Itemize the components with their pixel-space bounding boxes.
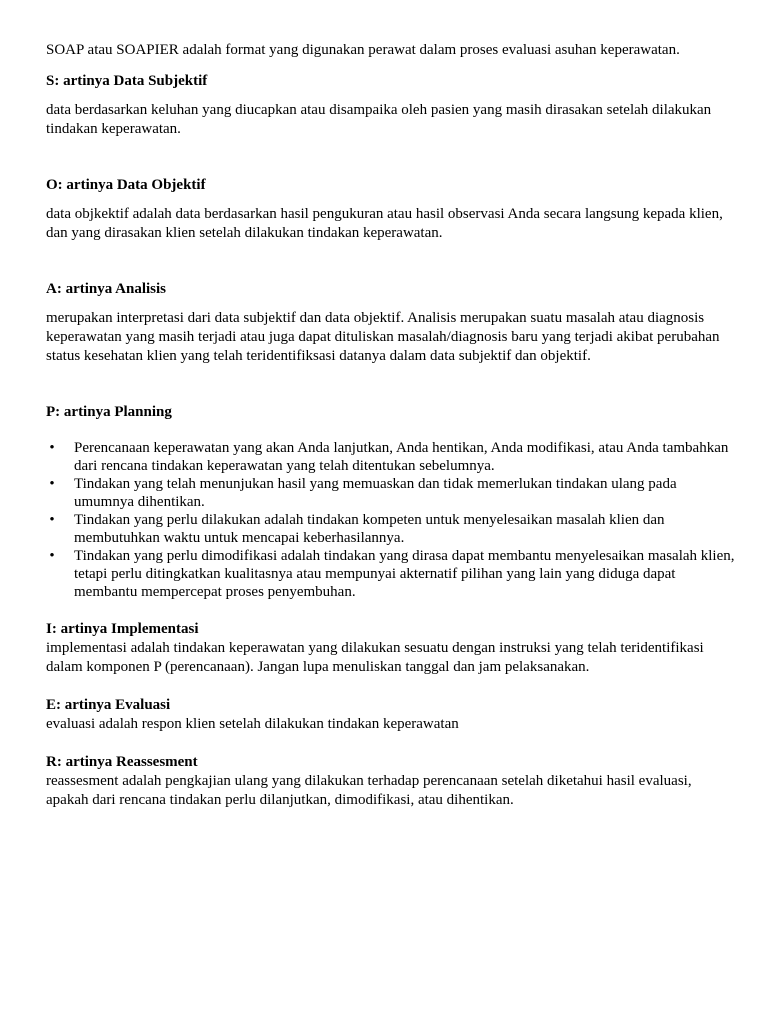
list-item-text: Perencanaan keperawatan yang akan Anda lanjutkan, Anda hentikan, Anda modifikasi, atau Anda tambahkan dari rencana tindakan keperawatan yang telah ditentukan sebelumnya.	[74, 440, 729, 474]
bullet-icon: •	[49, 476, 55, 492]
body-a: merupakan interpretasi dari data subjektif dan data objektif. Analisis merupakan suatu masalah atau diagnosis keperawatan yang masih terjadi atau juga dapat dituliskan masalah/diagnosis baru yang terjadi akibat perubahan status kesehatan klien yang telah teridentifiksasi datanya dalam data subjektif dan objektif.	[46, 310, 720, 364]
bullet-icon: •	[49, 512, 55, 528]
list-item-text: Tindakan yang telah menunjukan hasil yang memuaskan dan tidak memerlukan tindakan ulang pada umumnya dihentikan.	[74, 476, 677, 510]
heading-e: E: artinya Evaluasi	[46, 697, 171, 713]
bullet-icon: •	[49, 548, 55, 564]
heading-p: P: artinya Planning	[46, 404, 172, 420]
body-r: reassesment adalah pengkajian ulang yang dilakukan terhadap perencanaan setelah diketahui hasil evaluasi, apakah dari rencana tindakan perlu dilanjutkan, dimodifikasi, atau dihentikan.	[46, 773, 692, 808]
list-item	[46, 439, 736, 475]
list-item	[46, 511, 736, 547]
body-e: evaluasi adalah respon klien setelah dilakukan tindakan keperawatan	[46, 716, 459, 732]
list-item	[46, 475, 736, 511]
heading-a: A: artinya Analisis	[46, 281, 167, 297]
body-o: data objkektif adalah data berdasarkan hasil pengukuran atau hasil observasi Anda secara langsung kepada klien, dan yang dirasakan klien setelah dilakukan tindakan keperawatan.	[46, 206, 723, 241]
body-i: implementasi adalah tindakan keperawatan yang dilakukan sesuatu dengan instruksi yang telah teridentifikasi dalam komponen P (perencanaan). Jangan lupa menuliskan tanggal dan jam pelaksanakan.	[46, 640, 704, 675]
heading-s: S: artinya Data Subjektif	[46, 73, 208, 89]
list-item	[46, 547, 736, 601]
document-page	[46, 41, 736, 810]
intro-paragraph: SOAP atau SOAPIER adalah format yang digunakan perawat dalam proses evaluasi asuhan keperawatan.	[46, 42, 680, 58]
heading-i: I: artinya Implementasi	[46, 621, 199, 637]
list-item-text: Tindakan yang perlu dimodifikasi adalah tindakan yang dirasa dapat membantu menyelesaikan masalah klien, tetapi perlu ditingkatkan kualitasnya atau mempunyai akternatif pilihan yang lain yang diduga dapat membantu mempercepat proses penyembuhan.	[74, 548, 735, 600]
heading-r: R: artinya Reassesment	[46, 754, 198, 770]
bullet-icon: •	[49, 440, 55, 456]
planning-list	[46, 439, 736, 601]
heading-o: O: artinya Data Objektif	[46, 177, 206, 193]
list-item-text: Tindakan yang perlu dilakukan adalah tindakan kompeten untuk menyelesaikan masalah klien dan membutuhkan waktu untuk mencapai keberhasilannya.	[74, 512, 665, 546]
body-s: data berdasarkan keluhan yang diucapkan atau disampaika oleh pasien yang masih dirasakan setelah dilakukan tindakan keperawatan.	[46, 102, 712, 137]
